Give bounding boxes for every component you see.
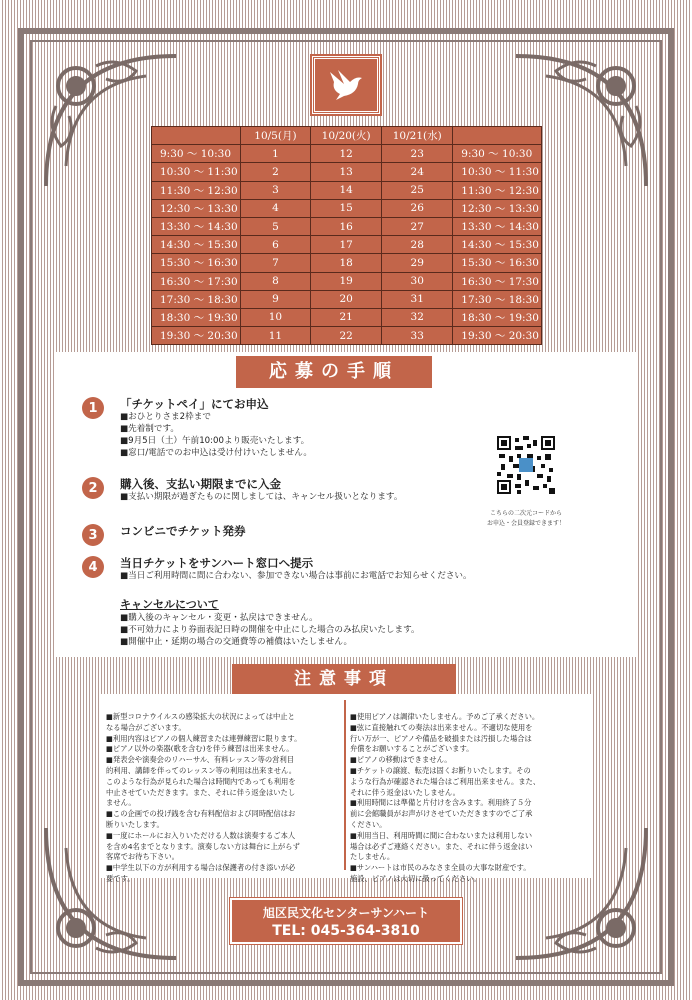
- slot-number-cell: 16: [311, 217, 382, 235]
- time-slot-cell: 13:30 〜 14:30: [152, 217, 241, 235]
- schedule-row: [152, 308, 542, 326]
- note-line: ■利用内容はピアノの個人練習または連弾練習に限ります。: [106, 733, 302, 743]
- slot-number-cell: 29: [382, 254, 453, 272]
- schedule-row: [152, 254, 542, 272]
- step-detail-line: ■当日ご利用時間に間に合わない、参加できない場合は事前にお電話でお知らせください。: [120, 571, 472, 581]
- step-detail-line: ■9月5日（土）午前10:00より販売いたします。: [120, 436, 310, 446]
- note-line: ■使用ピアノは調律いたしません。予めご了承ください。: [350, 712, 540, 721]
- time-slot-cell: 9:30 〜 10:30: [152, 145, 241, 163]
- slot-number-cell: 5: [240, 217, 310, 235]
- time-slot-cell: 17:30 〜 18:30: [453, 290, 542, 308]
- schedule-row: [152, 327, 542, 345]
- note-line: 弁償をお願いすることがございます。: [350, 744, 474, 754]
- slot-number-cell: 8: [240, 272, 310, 290]
- time-slot-cell: 9:30 〜 10:30: [453, 145, 542, 163]
- note-line: なる場合がございます。: [106, 722, 186, 732]
- slot-number-cell: 18: [311, 254, 382, 272]
- time-slot-cell: 12:30 〜 13:30: [453, 199, 542, 217]
- cancel-detail-line: ■購入後のキャンセル・変更・払戻はできません。: [120, 613, 318, 623]
- schedule-row: [152, 199, 542, 217]
- schedule-row: [152, 145, 542, 163]
- slot-number-cell: 10: [240, 308, 310, 326]
- note-line: を含め4名までとなります。演奏しない方は舞台に上がらず: [106, 841, 300, 851]
- slot-number-cell: 15: [311, 199, 382, 217]
- note-line: 断りいたします。: [106, 819, 164, 829]
- schedule-header-row: [152, 127, 542, 145]
- time-slot-cell: 10:30 〜 11:30: [152, 163, 241, 181]
- slot-number-cell: 4: [240, 199, 310, 217]
- note-line: 的利用、講師を伴ってのレッスン等の利用は出来ません。: [106, 765, 297, 775]
- slot-number-cell: 11: [240, 327, 310, 345]
- time-slot-cell: 15:30 〜 16:30: [152, 254, 241, 272]
- slot-number-cell: 17: [311, 236, 382, 254]
- slot-number-cell: 24: [382, 163, 453, 181]
- qr-code-icon: [497, 436, 555, 494]
- time-slot-cell: 12:30 〜 13:30: [152, 199, 241, 217]
- slot-number-cell: 23: [382, 145, 453, 163]
- note-line: 施設、ピアノは大切に扱ってください。: [350, 873, 481, 883]
- qr-caption-1: こちらの二次元コードから: [489, 510, 562, 517]
- schedule-header-cell: 10/20(火): [311, 127, 382, 145]
- slot-number-cell: 3: [240, 181, 310, 199]
- note-line: 客席でお待ち下さい。: [106, 852, 179, 862]
- time-slot-cell: 16:30 〜 17:30: [453, 272, 542, 290]
- schedule-row: [152, 181, 542, 199]
- step-number-badge: 1: [82, 397, 104, 419]
- slot-number-cell: 31: [382, 290, 453, 308]
- slot-number-cell: 28: [382, 236, 453, 254]
- note-line: たしません。: [350, 852, 395, 862]
- time-slot-cell: 18:30 〜 19:30: [453, 308, 542, 326]
- slot-number-cell: 14: [311, 181, 382, 199]
- time-slot-cell: 11:30 〜 12:30: [152, 181, 241, 199]
- slot-number-cell: 21: [311, 308, 382, 326]
- note-line: 場合は必ずご連絡ください。また、それに伴う返金はい: [350, 841, 533, 851]
- footer-org: 旭区民文化センターサンハート: [262, 906, 430, 920]
- note-line: ■ピアノ以外の楽器(歌を含む)を伴う練習は出来ません。: [106, 744, 294, 754]
- note-line: ください。: [350, 819, 387, 829]
- step-title: 当日チケットをサンハート窓口へ提示: [120, 556, 314, 570]
- note-line: ■この企画での投げ銭を含む有料配信および同時配信はお: [106, 809, 296, 819]
- schedule-header-cell: 10/21(水): [382, 127, 453, 145]
- footer-contact: [230, 898, 462, 944]
- dove-icon: [326, 66, 366, 104]
- note-line: ■弦に直接触れての奏法は出来ません。不適切な使用を: [350, 722, 533, 732]
- time-slot-cell: 19:30 〜 20:30: [152, 327, 241, 345]
- step-detail-line: ■窓口/電話でのお申込は受け付けいたしません。: [120, 448, 313, 458]
- slot-number-cell: 33: [382, 327, 453, 345]
- step-number-badge: 3: [82, 524, 104, 546]
- slot-number-cell: 19: [311, 272, 382, 290]
- time-slot-cell: 14:30 〜 15:30: [152, 236, 241, 254]
- time-slot-cell: 18:30 〜 19:30: [152, 308, 241, 326]
- schedule-row: [152, 290, 542, 308]
- note-line: ■利用時間には準備と片付けを含みます。利用終了５分: [350, 798, 532, 808]
- time-slot-cell: 14:30 〜 15:30: [453, 236, 542, 254]
- slot-number-cell: 7: [240, 254, 310, 272]
- step-title: コンビニでチケット発券: [120, 524, 246, 538]
- slot-number-cell: 25: [382, 181, 453, 199]
- note-line: 要です。: [106, 873, 135, 883]
- note-line: ような行為が確認された場合はご利用出来ません。また、: [350, 776, 541, 786]
- cancel-detail-line: ■不可効力により券面表記日時の開催を中止にした場合のみ払戻いたします。: [120, 625, 420, 635]
- step-detail-line: ■支払い期限が過ぎたものに関しましては、キャンセル扱いとなります。: [120, 492, 403, 502]
- note-line: ■発表会や演奏会のリハーサル、有料レッスン等の営利目: [106, 755, 295, 765]
- slot-number-cell: 22: [311, 327, 382, 345]
- time-slot-cell: 19:30 〜 20:30: [453, 327, 542, 345]
- time-slot-cell: 11:30 〜 12:30: [453, 181, 542, 199]
- cancel-title: キャンセルについて: [120, 598, 219, 611]
- logo-badge: [312, 56, 380, 114]
- slot-number-cell: 13: [311, 163, 382, 181]
- slot-number-cell: 1: [240, 145, 310, 163]
- schedule-row: [152, 272, 542, 290]
- procedure-title: 応募の手順: [236, 356, 432, 388]
- note-line: ■ピアノの移動はできません。: [350, 755, 452, 765]
- schedule-row: [152, 163, 542, 181]
- step-number-badge: 2: [82, 477, 104, 499]
- step-title: 「チケットペイ」にてお申込: [120, 397, 269, 411]
- note-line: ■一度にホールにお入りいただける人数は演奏するご本人: [106, 830, 296, 840]
- note-line: ■新型コロナウイルスの感染拡大の状況によっては中止と: [106, 712, 295, 721]
- time-slot-cell: 17:30 〜 18:30: [152, 290, 241, 308]
- slot-number-cell: 20: [311, 290, 382, 308]
- time-slot-cell: 15:30 〜 16:30: [453, 254, 542, 272]
- note-line: ■チケットの譲渡、転売は固くお断りいたします。その: [350, 765, 531, 775]
- notes-left-column: [106, 712, 340, 885]
- schedule-header-cell: 10/5(月): [240, 127, 310, 145]
- note-line: 行い万が一、ピアノや備品を破損または汚損した場合は: [350, 733, 532, 743]
- notes-right-column: [350, 712, 586, 885]
- slot-number-cell: 9: [240, 290, 310, 308]
- cancel-detail-line: ■開催中止・延期の場合の交通費等の補償はいたしません。: [120, 637, 353, 647]
- slot-number-cell: 12: [311, 145, 382, 163]
- note-line: 前に会館職員がお声がけさせていただきますのでご了承: [350, 809, 533, 819]
- notes-title: 注意事項: [232, 664, 456, 694]
- note-line: ません。: [106, 798, 136, 808]
- slot-number-cell: 32: [382, 308, 453, 326]
- schedule-row: [152, 236, 542, 254]
- slot-number-cell: 26: [382, 199, 453, 217]
- time-slot-cell: 10:30 〜 11:30: [453, 163, 542, 181]
- schedule-header-cell: [453, 127, 542, 145]
- note-line: ■サンハートは市民のみなさま全員の大事な財産です。: [350, 863, 531, 873]
- note-line: ■利用当日、利用時間に間に合わないまたは利用しない: [350, 830, 533, 840]
- qr-caption-2: お申込・会員登録できます！: [486, 520, 565, 527]
- slot-number-cell: 6: [240, 236, 310, 254]
- step-detail-line: ■おひとりさま2枠まで: [120, 412, 211, 422]
- note-line: このような行為が見られた場合は時間内であっても利用を: [106, 776, 296, 786]
- slot-number-cell: 2: [240, 163, 310, 181]
- footer-tel: TEL: 045-364-3810: [272, 923, 420, 939]
- time-slot-cell: 13:30 〜 14:30: [453, 217, 542, 235]
- schedule-table: [151, 126, 542, 345]
- notes-divider: [344, 700, 346, 870]
- schedule-row: [152, 217, 542, 235]
- note-line: ■中学生以下の方が利用する場合は保護者の付き添いが必: [106, 863, 296, 873]
- step-number-badge: 4: [82, 556, 104, 578]
- time-slot-cell: 16:30 〜 17:30: [152, 272, 241, 290]
- note-line: 中止させていただきます。また、それに伴う返金はいたし: [106, 787, 296, 797]
- schedule-header-cell: [152, 127, 241, 145]
- slot-number-cell: 30: [382, 272, 453, 290]
- step-title: 購入後、支払い期限までに入金: [120, 477, 281, 491]
- note-line: それに伴う返金はいたしません。: [350, 787, 460, 797]
- step-detail-line: ■先着制です。: [120, 424, 179, 434]
- slot-number-cell: 27: [382, 217, 453, 235]
